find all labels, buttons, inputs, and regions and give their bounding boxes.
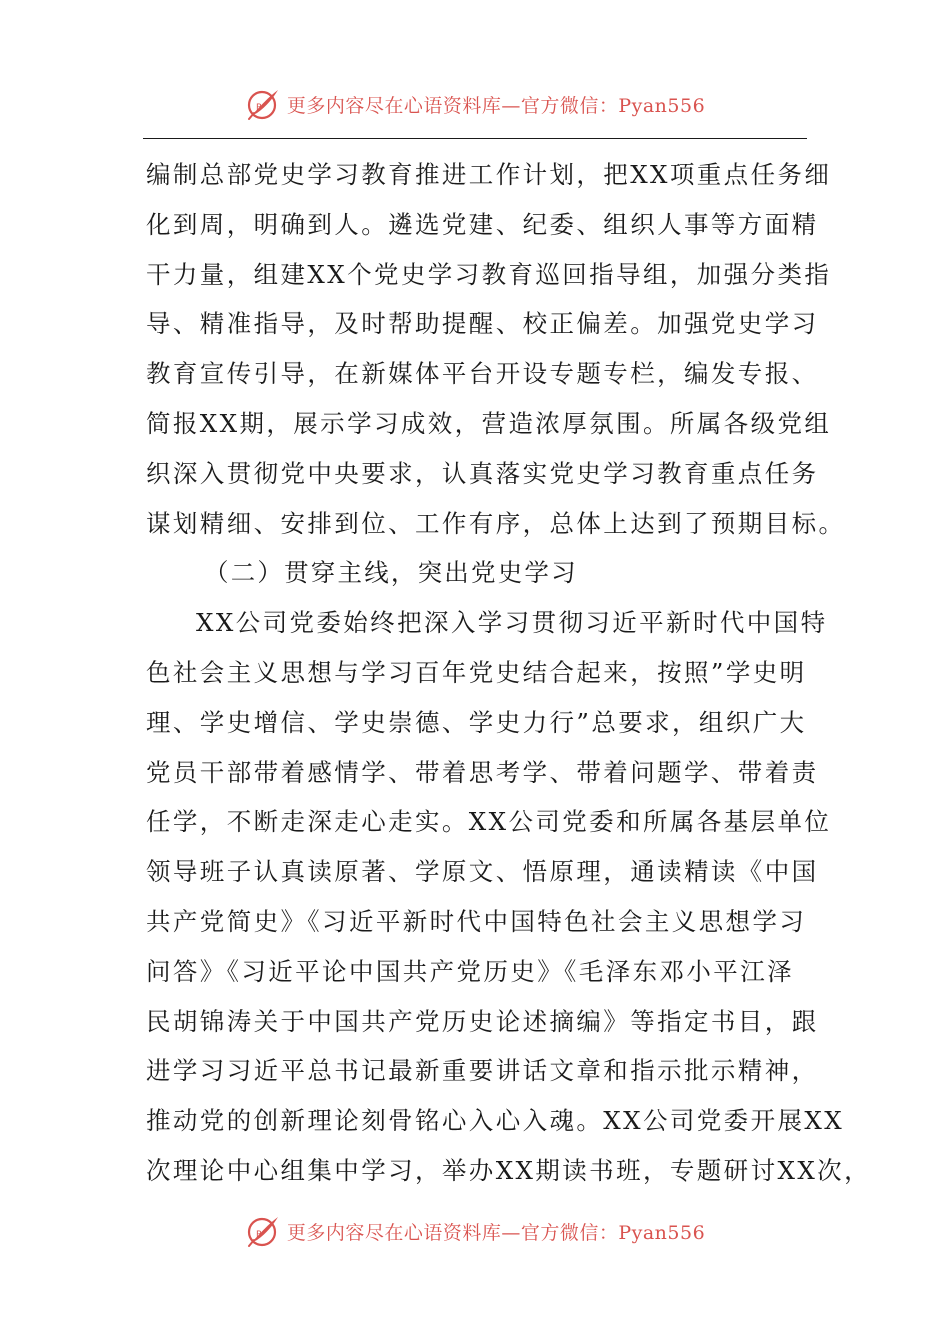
body-line: 导、精准指导，及时帮助提醒、校正偏差。加强党史学习 xyxy=(146,309,819,339)
body-line: 共产党简史》《习近平新时代中国特色社会主义思想学习 xyxy=(146,906,807,936)
watermark-text: 更多内容尽在心语资料库—官方微信：Pyan556 xyxy=(286,1221,706,1244)
body-line: 领导班子认真读原著、学原文、悟原理，通读精读《中国 xyxy=(146,857,819,887)
document-body xyxy=(146,150,871,1196)
body-line: 问答》《习近平论中国共产党历史》《毛泽东邓小平江泽 xyxy=(146,956,794,986)
svg-text:P: P xyxy=(255,1230,262,1240)
body-line: 进学习习近平总书记最新重要讲话文章和指示批示精神， xyxy=(146,1056,819,1086)
header-divider xyxy=(143,138,807,139)
body-line: 理、学史增信、学史崇德、学史力行”总要求，组织广大 xyxy=(146,707,807,737)
body-line: 次理论中心组集中学习，举办XX期读书班，专题研讨XX次， xyxy=(146,1155,871,1185)
body-line: 谋划精细、安排到位、工作有序，总体上达到了预期目标。 xyxy=(146,508,846,538)
paragraph-first-line: XX公司党委始终把深入学习贯彻习近平新时代中国特 xyxy=(196,608,828,638)
header-watermark xyxy=(0,82,950,126)
svg-text:P: P xyxy=(255,103,262,113)
body-line: 简报XX期，展示学习成效，营造浓厚氛围。所属各级党组 xyxy=(146,408,832,438)
body-line: 教育宣传引导，在新媒体平台开设专题专栏，编发专报、 xyxy=(146,359,819,389)
body-line: 推动党的创新理论刻骨铭心入心入魂。XX公司党委开展XX xyxy=(146,1106,845,1136)
footer-watermark xyxy=(0,1209,950,1253)
section-heading: （二）贯穿主线，突出党史学习 xyxy=(204,558,578,588)
body-line: 党员干部带着感情学、带着思考学、带着问题学、带着责 xyxy=(146,757,819,787)
quill-logo-icon xyxy=(245,1213,281,1249)
watermark-text: 更多内容尽在心语资料库—官方微信：Pyan556 xyxy=(286,94,706,117)
body-line: 民胡锦涛关于中国共产党历史论述摘编》等指定书目，跟 xyxy=(146,1006,819,1036)
body-line: 干力量，组建XX个党史学习教育巡回指导组，加强分类指 xyxy=(146,259,832,289)
body-line: 任学，不断走深走心走实。XX公司党委和所属各基层单位 xyxy=(146,807,832,837)
body-line: 织深入贯彻党中央要求，认真落实党史学习教育重点任务 xyxy=(146,458,819,488)
body-line: 化到周，明确到人。遴选党建、纪委、组织人事等方面精 xyxy=(146,209,819,239)
body-line: 编制总部党史学习教育推进工作计划，把XX项重点任务细 xyxy=(146,160,832,189)
body-line: 色社会主义思想与学习百年党史结合起来，按照”学史明 xyxy=(146,657,807,687)
quill-logo-icon xyxy=(245,86,281,122)
